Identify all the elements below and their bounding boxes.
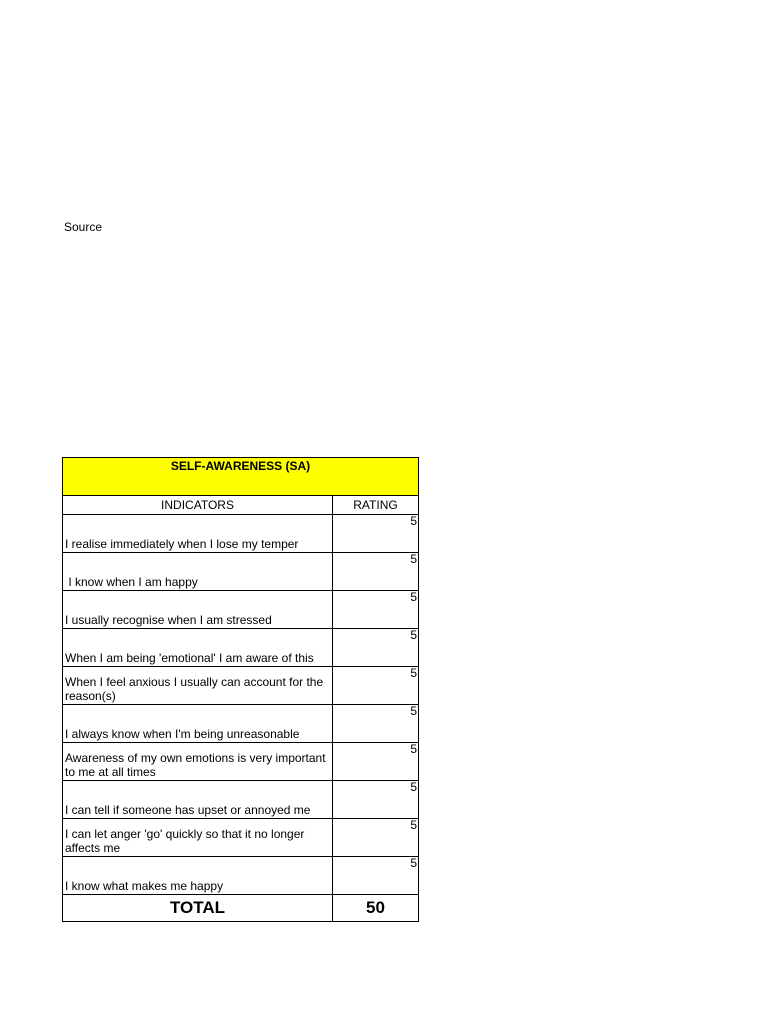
indicator-cell: I realise immediately when I lose my temper	[63, 515, 333, 553]
table-row	[63, 629, 419, 667]
indicator-cell: When I feel anxious I usually can account for the reason(s)	[63, 667, 333, 705]
table-row	[63, 705, 419, 743]
table-row	[63, 553, 419, 591]
indicator-cell: When I am being 'emotional' I am aware of this	[63, 629, 333, 667]
indicators-header: INDICATORS	[63, 496, 333, 515]
table-row	[63, 781, 419, 819]
table-row	[63, 819, 419, 857]
rating-header: RATING	[333, 496, 419, 515]
rating-cell: 5	[333, 629, 419, 667]
table-row	[63, 515, 419, 553]
source-label: Source	[64, 220, 103, 234]
rating-cell: 5	[333, 667, 419, 705]
rating-cell: 5	[333, 819, 419, 857]
rating-cell: 5	[333, 781, 419, 819]
table-row	[63, 591, 419, 629]
rating-cell: 5	[333, 591, 419, 629]
total-label: TOTAL	[63, 895, 333, 922]
total-row	[63, 895, 419, 922]
rating-cell: 5	[333, 857, 419, 895]
indicator-cell: I can let anger 'go' quickly so that it no longer affects me	[63, 819, 333, 857]
indicator-cell: I always know when I'm being unreasonable	[63, 705, 333, 743]
table-title: SELF-AWARENESS (SA)	[63, 458, 419, 496]
header-row	[63, 496, 419, 515]
rating-cell: 5	[333, 743, 419, 781]
self-awareness-table	[62, 457, 419, 922]
rating-cell: 5	[333, 553, 419, 591]
total-value: 50	[333, 895, 419, 922]
indicator-cell: I can tell if someone has upset or annoyed me	[63, 781, 333, 819]
table-row	[63, 743, 419, 781]
indicator-cell: I usually recognise when I am stressed	[63, 591, 333, 629]
title-row	[63, 458, 419, 496]
rating-cell: 5	[333, 705, 419, 743]
indicator-cell: I know what makes me happy	[63, 857, 333, 895]
indicator-cell: I know when I am happy	[63, 553, 333, 591]
indicator-cell: Awareness of my own emotions is very important to me at all times	[63, 743, 333, 781]
rating-cell: 5	[333, 515, 419, 553]
table-row	[63, 667, 419, 705]
table-row	[63, 857, 419, 895]
